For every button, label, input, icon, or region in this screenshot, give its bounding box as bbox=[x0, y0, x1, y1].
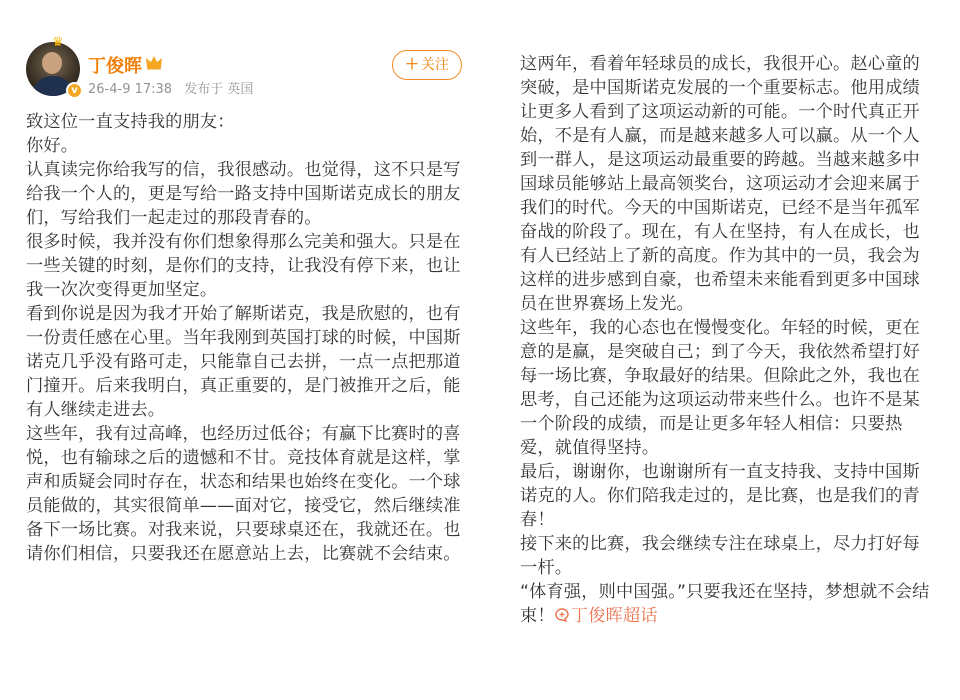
paragraph: 这些年，我的心态也在慢慢变化。年轻的时候，更在意的是赢，是突破自己；到了今天，我依然希望打好每一场比赛，争取最好的结果。但除此之外，我也在思考，自己还能为这项运动带来些什么。也许不是某一个阶段的成绩，而是让更多年轻人相信：只要热爱，就值得坚持。 bbox=[520, 318, 920, 458]
topic-link[interactable] bbox=[555, 606, 658, 626]
follow-button[interactable] bbox=[392, 50, 462, 80]
crown-icon: ♛ bbox=[52, 35, 64, 50]
paragraph: 最后，谢谢你，也谢谢所有一直支持我、支持中国斯诺克的人。你们陪我走过的，是比赛，也是我们的青春！ bbox=[520, 462, 920, 530]
topic-label: 丁俊晖超话 bbox=[570, 606, 658, 626]
paragraph: 这两年，看着年轻球员的成长，我很开心。赵心童的突破，是中国斯诺克发展的一个重要标志。他用成绩让更多人看到了这项运动新的可能。一个时代真正开始，不是有人赢，而是越来越多人可以赢。从一个人到一群人，是这项运动最重要的跨越。当越来越多中国球员能够站上最高领奖台，这项运动才会迎来属于我们的时代。今天的中国斯诺克，已经不是当年孤军奋战的阶段了。现在，有人在坚持，有人在成长，也有人已经站上了新的高度。作为其中的一员，我会为这样的进步感到自豪，也希望未来能看到更多中国球员在世界赛场上发光。 bbox=[520, 54, 920, 314]
post-meta bbox=[88, 78, 261, 97]
paragraph: 你好。 bbox=[26, 136, 79, 156]
follow-plus-icon: ＋ bbox=[405, 57, 419, 73]
closing-text: “体育强，则中国强。”只要我还在坚持，梦想就不会结束！ bbox=[520, 582, 930, 626]
post-source: 发布于 英国 bbox=[184, 82, 254, 97]
paragraph: 认真读完你给我写的信，我很感动。也觉得，这不只是写给我一个人的，更是写给一路支持中国斯诺克成长的朋友们，写给我们一起走过的那段青春的。 bbox=[26, 160, 461, 228]
post-body-right bbox=[520, 52, 932, 628]
post-right-column bbox=[520, 52, 932, 672]
paragraph: 看到你说是因为我才开始了解斯诺克，我是欣慰的，也有一份责任感在心里。当年我刚到英国打球的时候，中国斯诺克几乎没有路可走，只能靠自己去拼，一点一点把那道门撞开。后来我明白，真正重要的，是门被推开之后，能有人继续走进去。 bbox=[26, 304, 461, 420]
post-timestamp[interactable]: 26-4-9 17:38 bbox=[88, 82, 173, 97]
post-left-column bbox=[26, 30, 462, 680]
user-name[interactable]: 丁俊晖 bbox=[88, 56, 142, 77]
avatar-face bbox=[42, 52, 62, 74]
paragraph: 这些年，我有过高峰，也经历过低谷；有赢下比赛时的喜悦，也有输球之后的遗憾和不甘。竞技体育就是这样，掌声和质疑会同时存在，状态和结果也始终在变化。一个球员能做的，其实很简单——面对它，接受它，然后继续准备下一场比赛。对我来说，只要球桌还在，我就还在。也请你们相信，只要我还在愿意站上去，比赛就不会结束。 bbox=[26, 424, 461, 564]
paragraph: 很多时候，我并没有你们想象得那么完美和强大。只是在一些关键的时刻，是你们的支持，让我没有停下来，也让我一次次变得更加坚定。 bbox=[26, 232, 461, 300]
super-topic-icon bbox=[555, 608, 569, 622]
paragraph: 接下来的比赛，我会继续专注在球桌上，尽力打好每一杆。 bbox=[520, 534, 920, 578]
post-header bbox=[26, 30, 462, 96]
paragraph: 致这位一直支持我的朋友： bbox=[26, 112, 235, 132]
verified-icon: v bbox=[66, 82, 83, 99]
vip-crown-icon bbox=[144, 52, 164, 72]
closing-paragraph bbox=[520, 580, 932, 628]
follow-label: 关注 bbox=[421, 57, 449, 73]
post-body-left bbox=[26, 110, 462, 566]
